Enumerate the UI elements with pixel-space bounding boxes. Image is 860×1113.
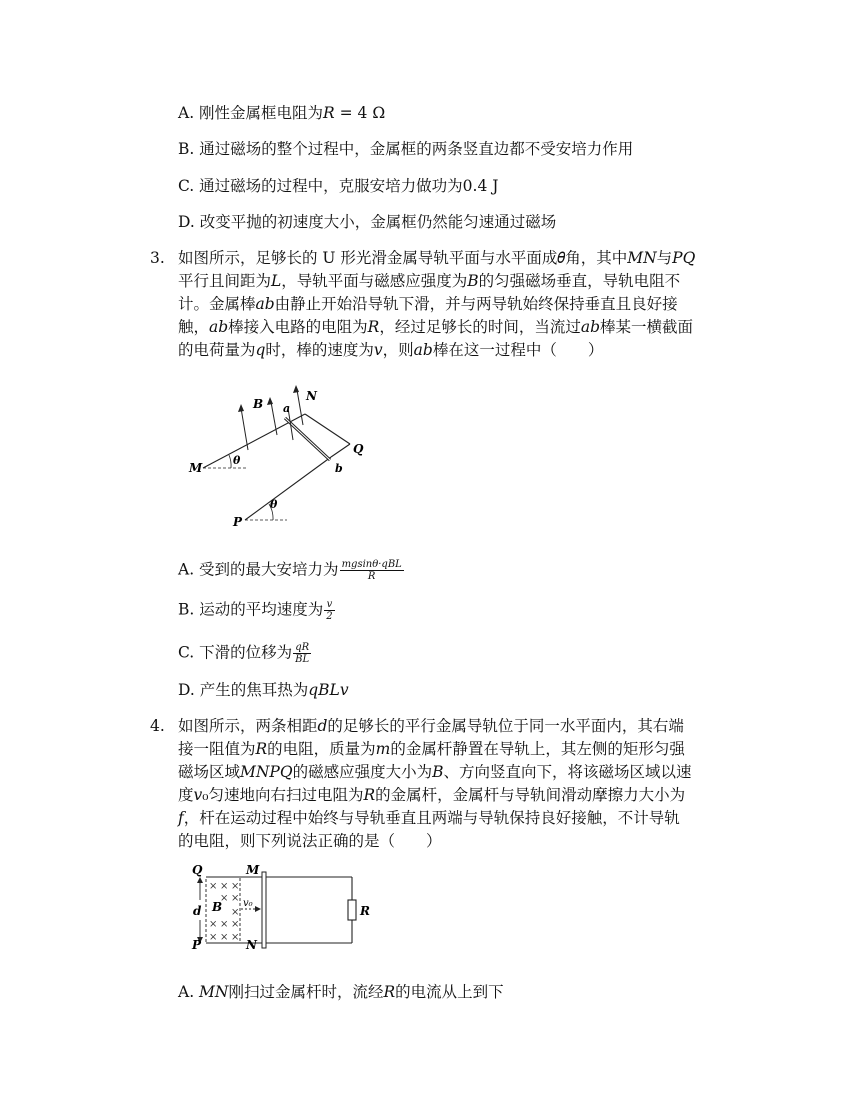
q3-option-c-text: C. 下滑的位移为 [178, 643, 293, 662]
q3-option-c [178, 642, 311, 665]
q3-line-3: 计。金属棒𝑎𝑏由静止开始沿导轨下滑，并与两导轨始终保持垂直且良好接 [178, 295, 678, 313]
field-cross: × [220, 881, 229, 892]
q3-line-1: 如图所示，足够长的 U 形光滑金属导轨平面与水平面成𝜃角，其中𝑀𝑁与𝑃𝑄 [178, 249, 696, 267]
q2-option-c: C. 通过磁场的过程中，克服安培力做功为0.4 J [178, 177, 499, 195]
q4-fig-label-p: P [192, 938, 202, 950]
q3-line-4: 触，𝑎𝑏棒接入电路的电阻为𝑅，经过足够长的时间，当流过𝑎𝑏棒某一横截面 [178, 318, 693, 336]
q2-option-b: B. 通过磁场的整个过程中，金属框的两条竖直边都不受安培力作用 [178, 140, 634, 158]
q3-fig-label-q: Q [353, 442, 364, 456]
q4-line-2: 接一阻值为𝑅的电阻，质量为𝑚的金属杆静置在导轨上，其左侧的矩形匀强 [178, 740, 685, 758]
q4-line-3: 磁场区域𝑀𝑁𝑃𝑄的磁感应强度大小为𝐵、方向竖直向下，将该磁场区域以速 [178, 763, 692, 781]
q3-option-a-text: A. 受到的最大安培力为 [178, 560, 339, 579]
field-cross: × [220, 932, 229, 943]
q4-fig-label-r: R [360, 904, 370, 918]
q3-fig-label-m: M [189, 461, 203, 475]
field-cross: × [220, 893, 229, 904]
q3-option-a-fraction [340, 559, 404, 582]
q3-option-d: D. 产生的焦耳热为𝑞𝐵𝐿𝑣 [178, 681, 349, 699]
field-cross: × [231, 907, 240, 918]
q3-fig-label-n: N [306, 389, 317, 403]
q4-fig-label-d: d [193, 904, 202, 918]
q3-fig-label-b: B [253, 397, 264, 411]
q3-inclined-rail-figure [185, 380, 375, 535]
q3-fig-label-a: a [283, 402, 291, 415]
q4-fig-label-n: N [246, 938, 257, 950]
q4-magnetic-field-rail-figure [190, 860, 380, 950]
q3-option-c-numerator: 𝑞𝑅 [293, 642, 311, 654]
q4-line-6: 的电阻，则下列说法正确的是（ ） [178, 832, 442, 850]
q3-line-2: 平行且间距为𝐿，导轨平面与磁感应强度为𝐵的匀强磁场垂直，导轨电阻不 [178, 272, 681, 290]
q4-fig-label-v0: v₀ [243, 898, 253, 909]
q4-line-4: 度𝑣₀匀速地向右扫过电阻为𝑅的金属杆，金属杆与导轨间滑动摩擦力大小为 [178, 786, 686, 804]
q3-option-b-numerator: 𝑣 [324, 599, 334, 611]
q4-line-1: 如图所示，两条相距𝑑的足够长的平行金属导轨位于同一水平面内，其右端 [178, 717, 684, 735]
field-cross: × [220, 919, 229, 930]
q3-option-b-fraction [324, 599, 334, 622]
q3-option-c-fraction [293, 642, 311, 665]
field-cross: × [231, 919, 240, 930]
q3-option-a [178, 559, 404, 582]
q4-option-a: A. 𝑀𝑁刚扫过金属杆时，流经𝑅的电流从上到下 [178, 983, 504, 1001]
q3-fig-label-p: P [233, 515, 243, 529]
q3-fig-label-b-lower: b [335, 462, 343, 475]
q4-number: 4. [150, 717, 165, 735]
q2-option-d: D. 改变平抛的初速度大小，金属框仍然能匀速通过磁场 [178, 213, 557, 231]
field-cross: × [231, 932, 240, 943]
q3-line-5: 的电荷量为𝑞时，棒的速度为𝑣，则𝑎𝑏棒在这一过程中（ ） [178, 341, 604, 359]
q4-fig-label-b: B [212, 900, 223, 914]
q3-number: 3. [150, 249, 165, 267]
q4-line-5: 𝑓，杆在运动过程中始终与导轨垂直且两端与导轨保持良好接触，不计导轨 [178, 809, 680, 827]
q3-fig-label-theta-2: θ [270, 498, 278, 511]
field-cross: × [231, 881, 240, 892]
q3-option-b-text: B. 运动的平均速度为 [178, 600, 324, 619]
q3-option-a-numerator: 𝑚𝑔sin𝜃·𝑞𝐵𝐿 [341, 559, 402, 570]
q3-option-b-denominator: 2 [326, 611, 333, 622]
q2-option-a: A. 刚性金属框电阻为𝑅 = 4 Ω [178, 104, 386, 122]
q3-option-a-denominator: 𝑅 [367, 571, 376, 582]
q4-fig-label-q: Q [192, 863, 203, 877]
field-cross: × [209, 881, 218, 892]
q3-option-b [178, 599, 335, 622]
field-cross: × [209, 932, 218, 943]
q3-fig-label-theta-1: θ [233, 454, 241, 467]
q4-fig-label-m: M [246, 863, 260, 877]
field-cross: × [209, 919, 218, 930]
field-cross: × [231, 893, 240, 904]
q3-option-c-denominator: 𝐵𝐿 [295, 654, 310, 665]
